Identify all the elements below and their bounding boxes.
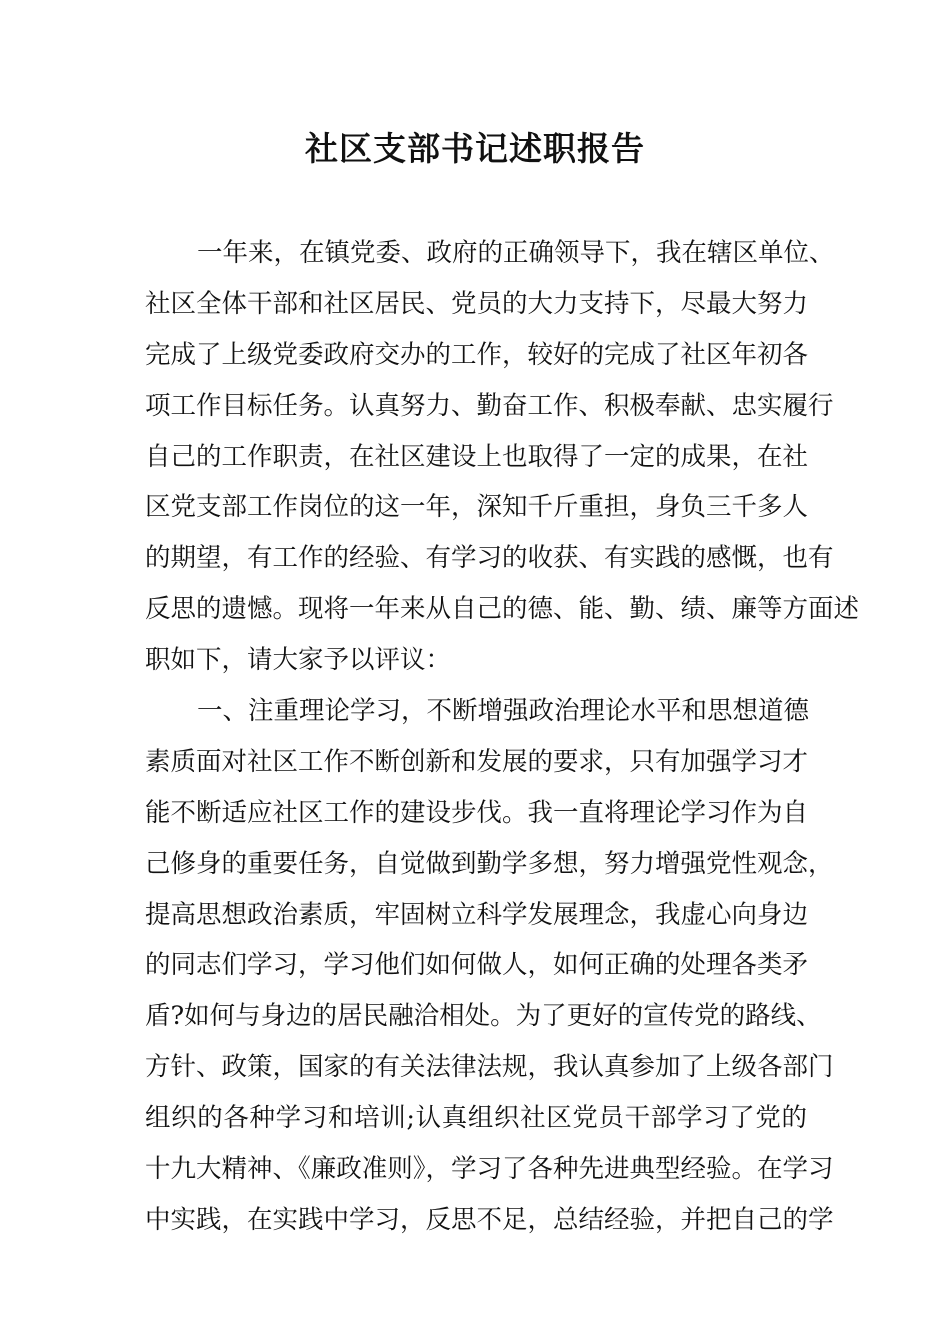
body-line: 区党支部工作岗位的这一年，深知千斤重担，身负三千多人 — [145, 492, 809, 523]
body-line: 的期望，有工作的经验、有学习的收获、有实践的感慨，也有 — [145, 543, 834, 574]
body-line: 己修身的重要任务，自觉做到勤学多想，努力增强党性观念， — [145, 848, 834, 879]
body-line: 社区全体干部和社区居民、党员的大力支持下，尽最大努力 — [145, 288, 809, 319]
body-line: 一年来，在镇党委、政府的正确领导下，我在辖区单位、 — [197, 238, 835, 268]
document-body — [145, 228, 860, 1246]
body-line: 的同志们学习，学习他们如何做人，如何正确的处理各类矛 — [145, 950, 809, 981]
body-line: 中实践，在实践中学习，反思不足，总结经验，并把自己的学 — [145, 1204, 834, 1235]
body-line: 组织的各种学习和培训;认真组织社区党员干部学习了党的 — [145, 1103, 807, 1134]
body-line: 完成了上级党委政府交办的工作，较好的完成了社区年初各 — [145, 339, 809, 370]
body-line: 自己的工作职责，在社区建设上也取得了一定的成果，在社 — [145, 441, 809, 472]
body-line: 十九大精神、《廉政准则》，学习了各种先进典型经验。在学习 — [145, 1154, 834, 1185]
body-line: 盾?如何与身边的居民融洽相处。为了更好的宣传党的路线、 — [145, 1001, 822, 1032]
body-line: 职如下，请大家予以评议： — [145, 645, 452, 676]
body-line: 素质面对社区工作不断创新和发展的要求，只有加强学习才 — [145, 746, 809, 777]
body-line: 项工作目标任务。认真努力、勤奋工作、积极奉献、忠实履行 — [145, 390, 834, 421]
body-line: 能不断适应社区工作的建设步伐。我一直将理论学习作为自 — [145, 797, 809, 828]
body-line: 方针、政策，国家的有关法律法规，我认真参加了上级各部门 — [145, 1052, 834, 1083]
body-line: 一、注重理论学习，不断增强政治理论水平和思想道德 — [197, 696, 810, 727]
body-line: 提高思想政治素质，牢固树立科学发展理念，我虚心向身边 — [145, 899, 809, 930]
document-title: 社区支部书记述职报告 — [305, 129, 645, 168]
body-line: 反思的遗憾。现将一年来从自己的德、能、勤、绩、廉等方面述 — [145, 594, 860, 625]
